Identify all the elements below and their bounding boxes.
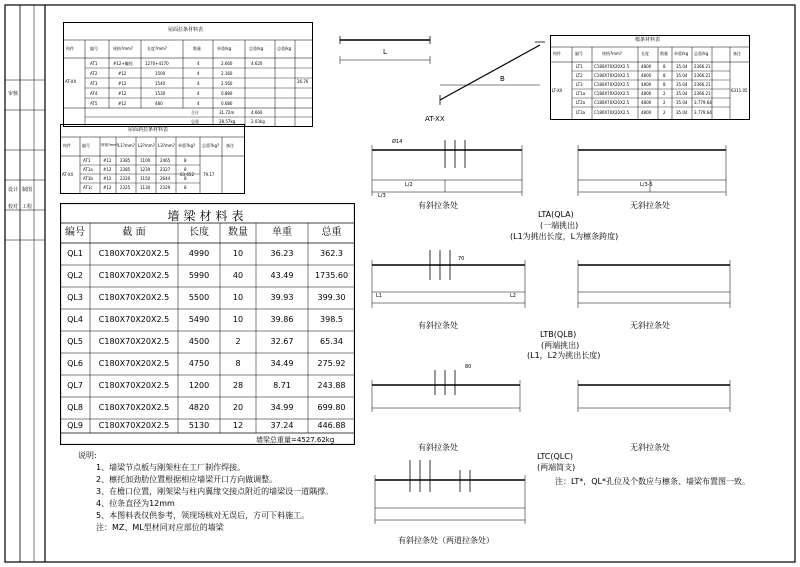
small-table-2-header: L3?mm? — [158, 143, 175, 148]
note-item: 4、拉条直径为12mm — [96, 499, 175, 508]
small-table-2-cell: 2320 — [120, 176, 131, 181]
title-block-cell: 校对 — [8, 204, 19, 210]
main-table-title: 墙梁材料表 — [167, 209, 248, 223]
table-row-QL2-id: QL2 — [67, 271, 83, 280]
small-table-2-cell: #12 — [103, 176, 112, 181]
note-item: 5、本图料表仅供参考，领现场核对无误后，方可下料施工。 — [96, 511, 310, 520]
table-row-QL8-section: C180X70X20X2.5 — [98, 403, 170, 412]
small-table-1-cell: 1530 — [155, 91, 166, 96]
small-table-3-cell: 4800 — [641, 64, 652, 69]
small-table-3-header: 长度 — [641, 51, 649, 56]
at-label: AT-XX — [425, 115, 445, 123]
small-table-1-footer: 4.660 — [251, 110, 263, 115]
table-row-QL6-unit: 34.49 — [270, 359, 294, 368]
table-row-QL7-unit: 8.71 — [273, 381, 291, 390]
dim-label: L/2 — [405, 182, 413, 188]
small-table-3-cell: LT3a — [576, 110, 586, 115]
small-table-3-cell: 2366.21 — [694, 64, 711, 69]
table-row-QL1-length: 4990 — [188, 249, 210, 258]
table-row-QL5-qty: 2 — [235, 337, 241, 346]
small-table-1-cell: #12 — [118, 71, 127, 76]
right-note: 注：LT*，QL*孔位及个数应与檩条、墙梁布置图一致。 — [555, 477, 750, 486]
small-table-1-cell: 4.620 — [251, 61, 263, 66]
small-table-2-cell: #12 — [103, 167, 112, 172]
table-row-QL2-qty: 40 — [232, 271, 244, 280]
table-row-QL1-section: C180X70X20X2.5 — [98, 249, 170, 258]
table-row-QL8-total: 699.80 — [317, 403, 346, 412]
small-table-3-cell: 4800 — [641, 91, 652, 96]
dim-label: L1 — [376, 293, 382, 299]
small-table-3-member: LT-XX — [552, 88, 563, 93]
table-row-QL5-unit: 32.67 — [270, 337, 294, 346]
table-row-QL5-id: QL5 — [67, 337, 83, 346]
small-table-3-cell: C180X70X20X2.5 — [594, 64, 630, 69]
small-table-2-header: 规格?mm? — [101, 143, 119, 147]
span-label-l: L — [383, 48, 387, 56]
note-item: 2、檩托加劲肋位置根据相应墙梁开口方向做调整。 — [96, 475, 278, 484]
small-table-3-cell: C180X70X20X2.5 — [594, 73, 630, 78]
table-row-QL3-unit: 39.93 — [270, 293, 294, 302]
small-table-2-cell: 1100 — [140, 158, 151, 163]
table-row-QL5-total: 65.34 — [320, 337, 343, 346]
small-table-1-footer: 2.03kg — [251, 119, 265, 124]
note-item: 注：MZ、ML型材同对应部位的墙梁 — [96, 523, 224, 532]
small-table-2-cell: 2385 — [120, 167, 131, 172]
small-table-3-header: 编号 — [575, 51, 583, 56]
small-table-3-header: 总重/kg — [694, 51, 709, 56]
title-block-cell: 审核 — [8, 91, 19, 97]
table-row-QL3-length: 5500 — [188, 293, 210, 302]
dim-label: L/3 — [378, 193, 386, 199]
small-table-3-cell: 2366.21 — [694, 82, 711, 87]
main-table-header: 单重 — [272, 227, 292, 238]
small-table-1-cell: 4 — [197, 101, 200, 106]
ltc-sub1: (两端简支) — [537, 463, 576, 472]
table-row-QL4-qty: 10 — [232, 315, 244, 324]
small-table-2-header: 备注 — [226, 143, 234, 148]
small-table-3-cell: 4800 — [641, 73, 652, 78]
small-table-3-title: 檩条材料表 — [635, 37, 661, 43]
main-table-total: 墙梁总重量=4527.62kg — [256, 436, 335, 444]
small-table-3-cell: LT2a — [576, 100, 586, 105]
small-table-3-cell: C180X70X20X2.5 — [594, 110, 630, 115]
title-block-cell: 制图 — [22, 187, 33, 193]
small-table-2-header: 总重?kg? — [202, 143, 220, 148]
small-table-3-cell: C180X70X20X2.5 — [594, 100, 630, 105]
with-brace-label: 有斜拉条处 — [418, 443, 458, 452]
dim-label: L/3-5 — [640, 182, 653, 188]
small-table-3-header: 构件 — [553, 51, 561, 56]
table-row-QL4-id: QL4 — [67, 315, 83, 324]
small-table-1-header: 数量 — [193, 46, 201, 51]
small-table-1-footer: 31.72m — [219, 110, 235, 115]
without-brace-label: 无斜拉条处 — [630, 201, 670, 210]
table-row-QL1-id: QL1 — [67, 249, 83, 258]
small-table-1-header: 长度?mm? — [147, 46, 168, 51]
table-row-QL9-qty: 12 — [232, 421, 244, 430]
small-table-2-cell: 1150 — [140, 176, 151, 181]
without-brace-label: 无斜拉条处 — [630, 443, 670, 452]
small-table-1-cell: 4 — [197, 71, 200, 76]
small-table-1-footer: 合计 — [191, 110, 199, 115]
small-table-3-cell: LT2 — [576, 73, 583, 78]
small-table-3-cell: 4800 — [641, 100, 652, 105]
note-item: 1、墙梁节点板与刚架柱在工厂制作焊接。 — [96, 463, 246, 472]
table-row-QL7-length: 1200 — [188, 381, 210, 390]
small-table-2-cell: AT1c — [83, 185, 93, 190]
with-brace-label: 有斜拉条处 — [418, 321, 458, 330]
small-table-1-cell: 1540 — [155, 81, 166, 86]
small-table-1-cell: 4 — [197, 61, 200, 66]
table-row-QL5-section: C180X70X20X2.5 — [98, 337, 170, 346]
small-table-3-cell: 2366.21 — [694, 91, 711, 96]
small-table-1-cell: #12+螺栓 — [113, 61, 133, 66]
table-row-QL1-total: 362.3 — [320, 249, 343, 258]
small-table-1-cell: 1270+4170 — [145, 61, 169, 66]
dim-label: L2 — [510, 293, 516, 299]
small-table-3-cell: 4800 — [641, 82, 652, 87]
small-table-2-header: 构件 — [63, 143, 71, 148]
table-row-QL2-length: 5990 — [188, 271, 210, 280]
small-table-2-cell: 2644 — [160, 176, 171, 181]
small-table-3-cell: 2 — [663, 100, 666, 105]
small-table-3-total: 6311.05 — [731, 88, 748, 93]
small-table-1-cell: #12 — [118, 81, 127, 86]
table-row-QL4-section: C180X70X20X2.5 — [98, 315, 170, 324]
small-table-2-weight: 63.652 — [180, 172, 194, 177]
small-table-3-cell: 3.779.64 — [694, 100, 712, 105]
small-table-3-cell: LT1 — [576, 64, 583, 69]
both-brace-label: 有斜拉条处（两道拉条处） — [398, 536, 494, 545]
small-table-1-cell: 2.660 — [221, 61, 233, 66]
table-row-QL3-section: C180X70X20X2.5 — [98, 293, 170, 302]
small-table-3-cell: 35.04 — [676, 110, 688, 115]
table-row-QL6-id: QL6 — [67, 359, 83, 368]
table-row-QL4-length: 5490 — [188, 315, 210, 324]
small-table-1-cell: 2.160 — [221, 71, 233, 76]
small-table-3-cell: 35.04 — [676, 91, 688, 96]
small-table-1-header: 总重/kg — [249, 46, 264, 51]
small-table-1-header: 总重/kg — [277, 46, 292, 51]
dim-label: Ø14 — [392, 139, 403, 145]
small-table-1-cell: #12 — [118, 101, 127, 106]
small-table-1-cell: 1500 — [155, 71, 166, 76]
small-table-1-cell: #12 — [118, 91, 127, 96]
small-table-3-cell: 2 — [663, 91, 666, 96]
ltb-sub2: (L1，L2为挑出长度) — [527, 351, 601, 360]
small-table-1-cell: AT3 — [90, 81, 98, 86]
small-table-1-cell: 0.880 — [221, 91, 233, 96]
main-table-header: 总重 — [321, 227, 342, 238]
table-row-QL6-section: C180X70X20X2.5 — [98, 359, 170, 368]
table-row-QL2-unit: 43.49 — [270, 271, 294, 280]
table-row-QL6-qty: 8 — [235, 359, 241, 368]
small-table-2-cell: 8 — [184, 158, 187, 163]
small-table-2-cell: #12 — [103, 185, 112, 190]
table-row-QL4-total: 398.5 — [320, 315, 343, 324]
small-table-3-cell: 8 — [663, 82, 666, 87]
table-row-QL7-section: C180X70X20X2.5 — [98, 381, 170, 390]
small-table-2-header: 编号 — [82, 143, 90, 148]
title-block-cell: 设计 — [8, 187, 19, 193]
table-row-QL7-total: 243.88 — [317, 381, 346, 390]
table-row-QL1-qty: 10 — [232, 249, 244, 258]
table-row-QL9-section: C180X70X20X2.5 — [98, 421, 170, 430]
small-table-1-header: 单重/kg — [217, 46, 232, 51]
small-table-3-cell: C180X70X20X2.5 — [594, 82, 630, 87]
table-row-QL3-id: QL3 — [67, 293, 83, 302]
table-row-QL7-id: QL7 — [67, 381, 83, 390]
small-table-1-cell: AT2 — [90, 71, 98, 76]
small-table-1-cell: 4 — [197, 81, 200, 86]
table-row-QL8-unit: 34.99 — [270, 403, 294, 412]
small-table-1-cell: AT5 — [90, 101, 98, 106]
main-table-header: 编号 — [65, 227, 85, 238]
small-table-2-cell: AT1b — [83, 176, 93, 181]
ltb-sub1: (两端挑出) — [541, 341, 580, 350]
dim-label: 80 — [465, 364, 472, 370]
table-row-QL9-length: 5130 — [188, 421, 210, 430]
table-row-QL7-qty: 28 — [232, 381, 244, 390]
small-table-3-cell: 2 — [663, 110, 666, 115]
small-table-2-cell: AT1 — [83, 158, 91, 163]
small-table-1-cell: 480 — [155, 101, 163, 106]
span-label-b: B — [500, 75, 505, 83]
main-table-header: 长度 — [189, 227, 209, 238]
small-table-3-cell: LT1a — [576, 91, 586, 96]
table-row-QL8-qty: 20 — [232, 403, 244, 412]
table-row-QL3-qty: 10 — [232, 293, 244, 302]
small-table-3-cell: 2366.21 — [694, 73, 711, 78]
small-table-2-cell: #12 — [103, 158, 112, 163]
small-table-3-cell: 4800 — [641, 110, 652, 115]
table-row-QL8-id: QL8 — [67, 403, 83, 412]
small-table-3-cell: C180X70X20X2.5 — [594, 91, 630, 96]
table-row-QL9-total: 446.88 — [317, 421, 346, 430]
small-table-2-cell: 8 — [184, 176, 187, 181]
small-table-2-cell: 2327 — [160, 167, 171, 172]
small-table-3-cell: 35.04 — [676, 73, 688, 78]
title-block-cell: 工程 — [22, 204, 33, 210]
small-table-2-cell: 8 — [184, 185, 187, 190]
small-table-1-member: AT-XX — [65, 79, 77, 84]
table-row-QL2-section: C180X70X20X2.5 — [98, 271, 170, 280]
small-table-2-cell: 8 — [184, 167, 187, 172]
small-table-1-cell: AT4 — [90, 91, 98, 96]
table-row-QL1-unit: 36.23 — [270, 249, 294, 258]
small-table-3-cell: 3.779.64 — [694, 110, 712, 115]
small-table-1-cell: 0.680 — [221, 101, 233, 106]
small-table-2-cell: 2325 — [120, 185, 131, 190]
small-table-3-cell: 35.04 — [676, 100, 688, 105]
small-table-2-cell: 2329 — [160, 185, 171, 190]
table-row-QL8-length: 4820 — [188, 403, 210, 412]
small-table-3-header: 单重/kg — [674, 51, 689, 56]
lta-title: LTA(QLA) — [538, 210, 574, 219]
small-table-3-cell: 35.04 — [676, 64, 688, 69]
small-table-3-header: 数量 — [660, 51, 668, 56]
table-row-QL9-unit: 37.24 — [270, 421, 294, 430]
dim-label: 70 — [458, 256, 465, 262]
main-table-header: 数量 — [228, 227, 248, 238]
small-table-3-cell: 35.04 — [676, 82, 688, 87]
small-table-1-footer: 28.57kg — [219, 119, 236, 124]
small-table-2-cell: 1230 — [140, 167, 151, 172]
ltb-title: LTB(QLB) — [540, 330, 577, 339]
small-table-1-header: 规格?mm? — [113, 46, 134, 51]
small-table-2-cell: 2385 — [120, 158, 131, 163]
small-table-2-cell: 2465 — [160, 158, 171, 163]
small-table-2-title: 屋面斜拉条材料表 — [128, 127, 169, 133]
small-table-3-cell: LT3 — [576, 82, 583, 87]
small-table-1-cell: 4 — [197, 91, 200, 96]
small-table-1-cell: AT1 — [90, 61, 98, 66]
ltc-title: LTC(QLC) — [537, 452, 573, 461]
small-table-3-header: 规格?mm? — [602, 51, 623, 56]
small-table-1-cell: 2.560 — [221, 81, 233, 86]
lta-sub2: (L1为挑出长度，L为檩条跨度) — [510, 232, 619, 241]
small-table-2-header: L1?mm? — [118, 143, 135, 148]
small-table-1-title: 屋面拉条材料表 — [168, 27, 204, 33]
table-row-QL9-id: QL9 — [67, 421, 83, 430]
lta-sub1: (一端挑出) — [540, 221, 579, 230]
table-row-QL4-unit: 39.86 — [270, 315, 294, 324]
small-table-1-header: 构件 — [66, 46, 74, 51]
with-brace-label: 有斜拉条处 — [418, 201, 458, 210]
small-table-2-total: 79.17 — [203, 172, 215, 177]
small-table-1-header: 编号 — [90, 46, 98, 51]
table-row-QL2-total: 1735.60 — [314, 271, 349, 280]
notes-heading: 说明: — [78, 451, 97, 460]
small-table-3-cell: 8 — [663, 73, 666, 78]
without-brace-label: 无斜拉条处 — [630, 321, 670, 330]
small-table-1-footer: 总重 — [191, 119, 199, 124]
small-table-2-header: 单重?kg? — [178, 143, 196, 148]
small-table-2-cell: AT1a — [83, 167, 93, 172]
small-table-3-cell: 8 — [663, 64, 666, 69]
table-row-QL5-length: 4500 — [188, 337, 210, 346]
note-item: 3、在檐口位置，刚架梁与柱内翼缘交接点附近的墙梁设一道隅撑。 — [96, 487, 334, 496]
main-table-header: 截 面 — [122, 227, 146, 238]
small-table-3-header: 备注 — [733, 51, 741, 56]
table-row-QL6-total: 275.92 — [317, 359, 346, 368]
small-table-2-header: L2?mm? — [138, 143, 155, 148]
small-table-2-member: AT-XX — [62, 172, 74, 177]
table-row-QL6-length: 4750 — [188, 359, 210, 368]
small-table-1-cell: 26.76 — [297, 79, 309, 84]
small-table-2-cell: 1130 — [140, 185, 151, 190]
table-row-QL3-total: 399.30 — [317, 293, 346, 302]
